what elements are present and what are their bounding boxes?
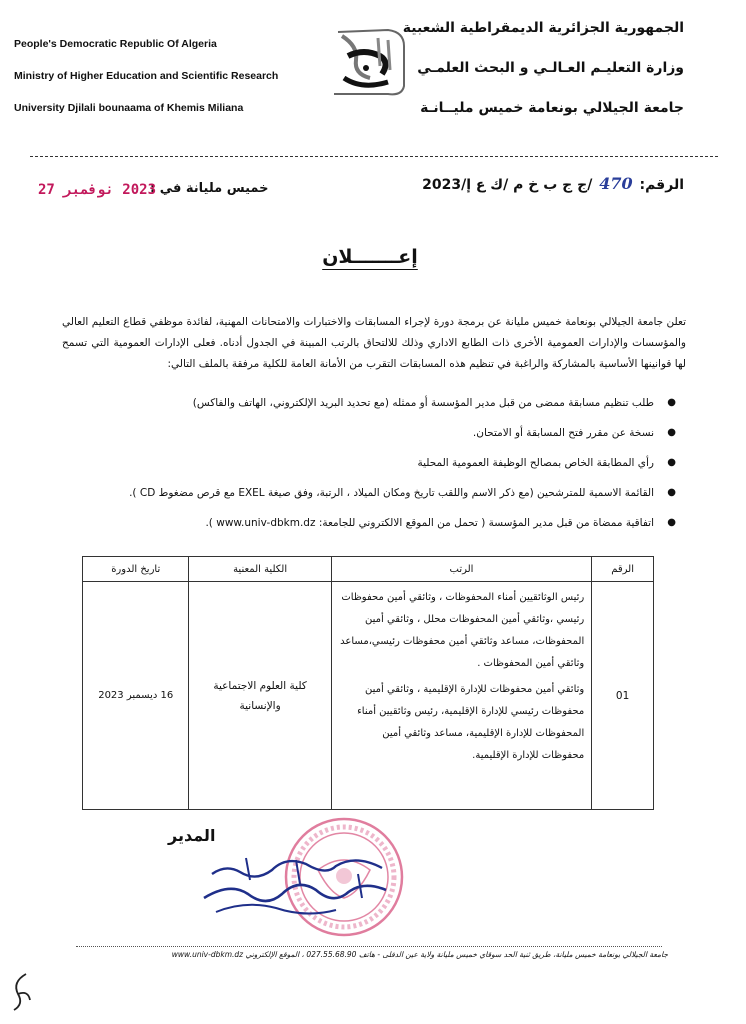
reference-number: 470 — [599, 174, 633, 193]
header-ar-republic: الجمهورية الجزائرية الديمقراطية الشعبية — [402, 20, 684, 36]
header-en-university: University Djilali bounaama of Khemis Miliana — [14, 102, 244, 114]
reference-line — [422, 174, 684, 193]
director-signature — [186, 850, 396, 920]
header-ar-university: جامعة الجيلالي بونعامة خميس مليــانـة — [420, 100, 684, 116]
reference-label: الرقم: — [639, 177, 684, 193]
place-label: خميس مليانة في : — [150, 181, 269, 196]
grades-group-1: رئيس الوثائقيين أمناء المحفوظات ، وثائقي أمين محفوظات رئيسي ،وثائقي أمين المحفوظات محلل ، وثائقي أمين المحفوظات، مساعد وثائقي أمين محفوظات رئيسي،مساعد وثائقي أمين المحفوظات . — [340, 592, 585, 669]
margin-initials — [6, 970, 36, 1014]
header-divider — [30, 156, 718, 157]
grades-table — [82, 556, 654, 810]
stamped-date: 2023 نوفمبر 27 — [38, 182, 157, 198]
cell-faculty: كلية العلوم الاجتماعية والإنسانية — [189, 582, 331, 810]
cell-date: 16 ديسمبر 2023 — [83, 582, 189, 810]
announcement-title: إعـــــــلان — [322, 246, 418, 268]
signatory-title: المدير — [168, 826, 216, 845]
list-item: ● طلب تنظيم مسابقة ممضى من قبل مدير المؤسسة أو ممثله (مع تحديد البريد الإلكتروني، الهاتف والفاكس) — [68, 396, 668, 426]
university-logo — [318, 26, 410, 98]
intro-paragraph: تعلن جامعة الجيلالي بونعامة خميس مليانة عن برمجة دورة لإجراء المسابقات والاختبارات والامتحانات المهنية، لفائدة موظفي قطاع التعليم العالي والمؤسسات والإدارات العمومية الأخرى ذات الطابع الاداري وذلك للالتحاق بالرتب المبينة في الجدول أدناه. فعلى الإدارات العمومية التي تسمح لها قوانينها الأساسية بالمشاركة والراغبة في تنظيم هذه المسابقات التقرب من الأمانة العامة للكلية مرفقة بالملف التالي: — [62, 316, 686, 370]
column-header-date: تاريخ الدورة — [83, 557, 189, 582]
header-ar-ministry: وزارة التعليـم العـالـي و البحث العلمـي — [417, 60, 684, 76]
column-header-faculty: الكلية المعنية — [189, 557, 331, 582]
table-header-row — [83, 557, 654, 582]
cell-grades — [331, 582, 592, 810]
column-header-grades: الرتب — [331, 557, 592, 582]
table-row — [83, 582, 654, 810]
column-header-number: الرقم — [592, 557, 654, 582]
header-en-ministry: Ministry of Higher Education and Scientific Research — [14, 70, 279, 82]
reference-code: /ج ج ب خ م /ك ع إ/2023 — [422, 177, 593, 193]
list-item: ● نسخة عن مقرر فتح المسابقة أو الامتحان. — [68, 426, 668, 456]
list-item: ● رأي المطابقة الخاص بمصالح الوظيفة العمومية المحلية — [68, 456, 668, 486]
grades-group-2: وثائقي أمين محفوظات للإدارة الإقليمية ، وثائقي أمين محفوظات رئيسي للإدارة الإقليمية، رئيس وثائقيين أمناء المحفوظات للإدارة الإقليمية، مساعد وثائقي أمين محفوظات للإدارة الإقليمية. — [357, 684, 585, 761]
list-item: ● اتفاقية ممضاة من قبل مدير المؤسسة ( تحمل من الموقع الالكتروني للجامعة: www.univ-dbkm.dz ). — [68, 516, 668, 546]
cell-number: 01 — [592, 582, 654, 810]
header-en-country: People's Democratic Republic Of Algeria — [14, 38, 217, 50]
footer-divider — [76, 946, 662, 947]
list-item: ● القائمة الاسمية للمترشحين (مع ذكر الاسم واللقب تاريخ ومكان الميلاد ، الرتبة، وفق صيغة EXEL مع قرص مضغوط CD ). — [68, 486, 668, 516]
requirements-list — [68, 396, 668, 546]
footer-address: جامعة الجيلالي بونعامة خميس مليانة، طريق ثنية الحد سوقاي خميس مليانة ولاية عين الدفلى - هاتف 027.55.68.90 ، الموقع الإلكتروني www.univ-dbkm.dz — [171, 950, 668, 959]
